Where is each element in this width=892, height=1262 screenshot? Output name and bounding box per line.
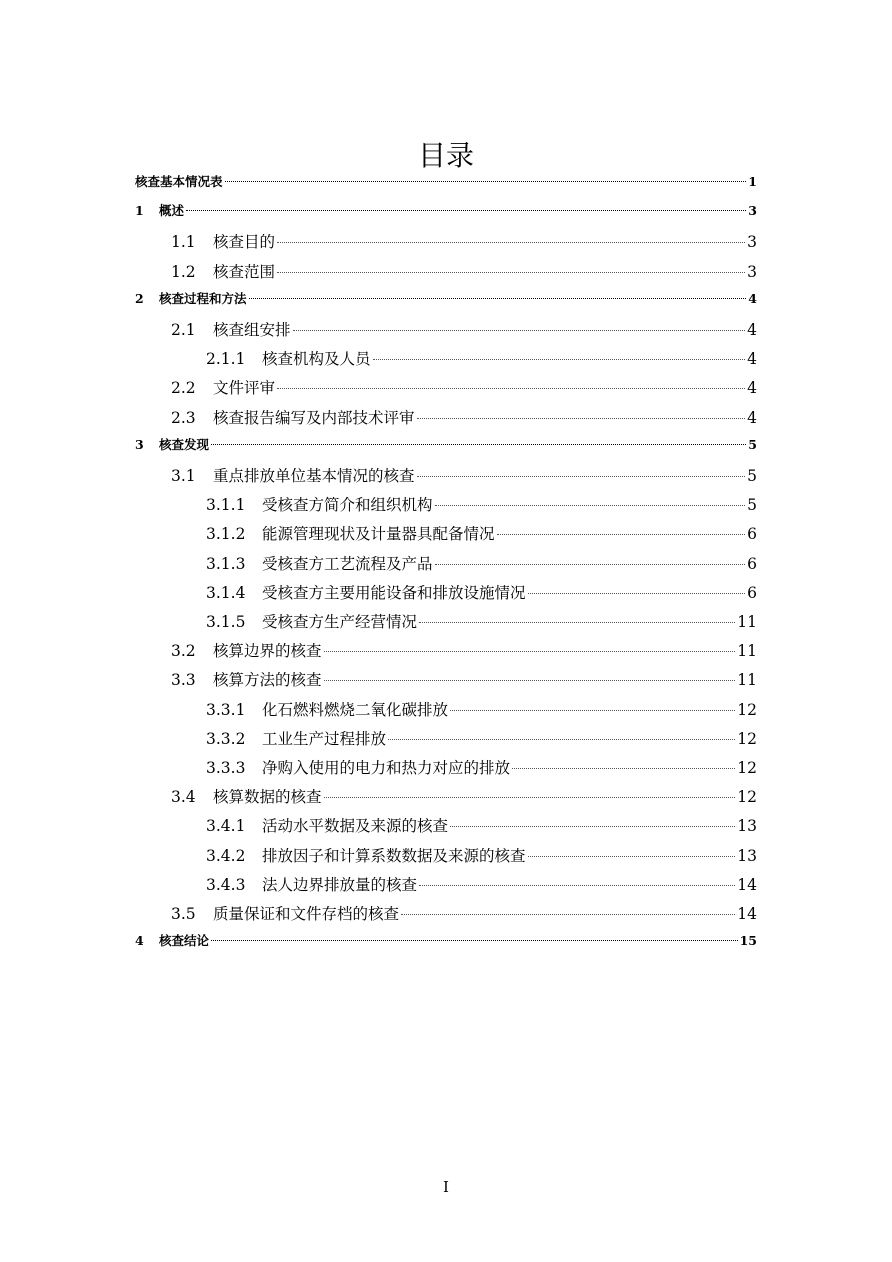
toc-entry-number: 3.1.2 bbox=[206, 525, 246, 544]
toc-entry-page: 13 bbox=[737, 817, 757, 836]
toc-entry-page: 6 bbox=[747, 554, 757, 573]
toc-leader-dots bbox=[373, 359, 746, 360]
toc-entry[interactable] bbox=[206, 347, 757, 369]
toc-entry-number: 3.1.5 bbox=[206, 613, 246, 631]
toc-entry-number: 3.3.1 bbox=[206, 700, 246, 719]
toc-leader-dots bbox=[401, 914, 735, 915]
toc-entry-page: 12 bbox=[737, 700, 757, 719]
toc-entry[interactable] bbox=[171, 464, 757, 486]
toc-entry[interactable] bbox=[206, 756, 757, 778]
toc-entry-number: 3.1.3 bbox=[206, 554, 246, 573]
toc-entry-title: 活动水平数据及来源的核查 bbox=[262, 817, 449, 836]
toc-entry-title: 核查过程和方法 bbox=[159, 290, 247, 306]
toc-entry-title: 核算方法的核查 bbox=[213, 671, 322, 690]
toc-leader-dots bbox=[277, 388, 745, 389]
toc-entry[interactable] bbox=[206, 493, 757, 515]
toc-entry[interactable] bbox=[171, 376, 757, 398]
toc-entry-page: 15 bbox=[739, 933, 757, 949]
toc-entry-number: 1.1 bbox=[171, 233, 196, 252]
toc-entry-page: 4 bbox=[747, 379, 757, 398]
toc-entry[interactable] bbox=[171, 260, 757, 282]
toc-entry-number: 2.3 bbox=[171, 408, 196, 427]
toc-entry-page: 12 bbox=[737, 729, 757, 748]
toc-entry-page: 11 bbox=[737, 642, 757, 661]
toc-leader-dots bbox=[417, 476, 746, 477]
toc-entry-page: 14 bbox=[737, 905, 757, 923]
toc-entry-number: 3.4 bbox=[171, 788, 196, 807]
toc-entry-title: 法人边界排放量的核查 bbox=[262, 875, 418, 894]
toc-entry-page: 14 bbox=[737, 875, 757, 894]
toc-entry-title: 概述 bbox=[159, 203, 185, 219]
toc-entry-page: 6 bbox=[747, 583, 757, 602]
toc-entry-title: 文件评审 bbox=[213, 379, 276, 398]
toc-leader-dots bbox=[249, 298, 747, 299]
toc-entry-title: 净购入使用的电力和热力对应的排放 bbox=[262, 759, 511, 777]
toc-leader-dots bbox=[528, 856, 736, 857]
toc-entry[interactable] bbox=[206, 610, 757, 632]
toc-entry-page: 3 bbox=[748, 203, 757, 219]
toc-entry-title: 重点排放单位基本情况的核查 bbox=[213, 467, 415, 485]
toc-entry-page: 5 bbox=[747, 496, 757, 515]
toc-entry-number: 3.3.3 bbox=[206, 759, 246, 777]
toc-entry-number: 2 bbox=[135, 290, 144, 306]
toc-leader-dots bbox=[211, 940, 738, 941]
toc-entry[interactable] bbox=[206, 522, 757, 544]
toc-entry-number: 4 bbox=[135, 933, 144, 949]
toc-entry-number: 3.4.2 bbox=[206, 846, 246, 865]
toc-entry-title: 核查报告编写及内部技术评审 bbox=[213, 408, 415, 427]
toc-entry[interactable] bbox=[135, 289, 757, 307]
toc-leader-dots bbox=[324, 651, 736, 652]
toc-leader-dots bbox=[435, 564, 746, 565]
page-title: 目录 bbox=[417, 138, 474, 172]
toc-entry[interactable] bbox=[206, 727, 757, 749]
toc-entry-number: 2.2 bbox=[171, 379, 196, 398]
toc-entry[interactable] bbox=[135, 201, 757, 219]
toc-leader-dots bbox=[277, 242, 745, 243]
toc-entry-title: 核查结论 bbox=[159, 933, 210, 949]
toc-leader-dots bbox=[211, 444, 746, 445]
toc-entry-number: 3.1.4 bbox=[206, 583, 246, 602]
toc-leader-dots bbox=[225, 181, 747, 182]
toc-entry-page: 4 bbox=[747, 408, 757, 427]
toc-entry-page: 11 bbox=[737, 671, 757, 690]
toc-entry-page: 12 bbox=[737, 788, 757, 807]
toc-leader-dots bbox=[388, 739, 735, 740]
toc-leader-dots bbox=[419, 885, 735, 886]
toc-entry[interactable] bbox=[206, 698, 757, 720]
toc-entry[interactable] bbox=[206, 873, 757, 895]
toc-entry[interactable] bbox=[171, 639, 757, 661]
page-number: I bbox=[443, 1178, 449, 1196]
toc-entry-number: 3.4.1 bbox=[206, 817, 246, 836]
toc-entry[interactable] bbox=[171, 668, 757, 690]
toc-entry-number: 1.2 bbox=[171, 262, 196, 281]
toc-entry-page: 6 bbox=[747, 525, 757, 544]
toc-entry[interactable] bbox=[135, 435, 757, 453]
toc-leader-dots bbox=[293, 330, 746, 331]
toc-entry-page: 3 bbox=[747, 262, 757, 281]
toc-leader-dots bbox=[324, 680, 736, 681]
toc-leader-dots bbox=[419, 622, 735, 623]
toc-entry-number: 2.1 bbox=[171, 321, 196, 339]
toc-leader-dots bbox=[277, 272, 745, 273]
toc-entry-page: 1 bbox=[748, 174, 757, 189]
toc-entry-number: 3 bbox=[135, 436, 144, 452]
toc-entry-title: 受核查方工艺流程及产品 bbox=[262, 554, 433, 573]
toc-entry-page: 5 bbox=[747, 467, 757, 485]
toc-entry[interactable] bbox=[135, 931, 757, 949]
toc-entry-page: 5 bbox=[748, 436, 757, 452]
toc-leader-dots bbox=[450, 826, 735, 827]
toc-leader-dots bbox=[528, 593, 746, 594]
toc-entry-number: 3.2 bbox=[171, 642, 196, 661]
toc-entry-title: 受核查方简介和组织机构 bbox=[262, 496, 433, 515]
toc-entry-page: 3 bbox=[747, 233, 757, 252]
toc-entry-title: 化石燃料燃烧二氧化碳排放 bbox=[262, 700, 449, 719]
toc-leader-dots bbox=[417, 418, 746, 419]
toc-entry-title: 核算边界的核查 bbox=[213, 642, 322, 661]
toc-leader-dots bbox=[512, 768, 735, 769]
toc-entry-page: 4 bbox=[747, 321, 757, 339]
toc-entry[interactable] bbox=[171, 406, 757, 428]
toc-entry-number: 3.1 bbox=[171, 467, 196, 485]
toc-entry[interactable] bbox=[171, 318, 757, 340]
toc-leader-dots bbox=[324, 797, 736, 798]
toc-entry-number: 3.3 bbox=[171, 671, 196, 690]
toc-entry-title: 工业生产过程排放 bbox=[262, 729, 387, 748]
toc-leader-dots bbox=[450, 710, 735, 711]
toc-entry-page: 13 bbox=[737, 846, 757, 865]
toc-entry-title: 能源管理现状及计量器具配备情况 bbox=[262, 525, 495, 544]
toc-entry-title: 受核查方生产经营情况 bbox=[262, 613, 418, 631]
toc-entry-title: 核查机构及人员 bbox=[262, 350, 371, 369]
toc-entry-title: 受核查方主要用能设备和排放设施情况 bbox=[262, 583, 526, 602]
toc-entry[interactable] bbox=[206, 814, 757, 836]
toc-entry-page: 4 bbox=[748, 290, 757, 306]
toc-entry-title: 核查范围 bbox=[213, 262, 276, 281]
toc-leader-dots bbox=[435, 505, 746, 506]
toc-leader-dots bbox=[186, 210, 746, 211]
toc-leader-dots bbox=[497, 534, 746, 535]
toc-entry-title: 核算数据的核查 bbox=[213, 788, 322, 807]
toc-entry[interactable] bbox=[206, 844, 757, 866]
toc-entry-number: 3.4.3 bbox=[206, 875, 246, 894]
toc-entry-number: 1 bbox=[135, 203, 144, 219]
toc-entry-title: 核查组安排 bbox=[213, 321, 291, 339]
toc-entry-page: 11 bbox=[737, 613, 757, 631]
toc-entry[interactable] bbox=[171, 902, 757, 924]
toc-entry-title: 质量保证和文件存档的核查 bbox=[213, 905, 400, 923]
toc-entry-number: 3.3.2 bbox=[206, 729, 246, 748]
toc-entry-title: 排放因子和计算系数数据及来源的核查 bbox=[262, 846, 526, 865]
toc-entry-number: 3.1.1 bbox=[206, 496, 246, 515]
toc-entry-page: 12 bbox=[737, 759, 757, 777]
toc-entry[interactable] bbox=[206, 552, 757, 574]
toc-entry-page: 4 bbox=[747, 350, 757, 369]
toc-entry-number: 3.5 bbox=[171, 905, 196, 923]
toc-entry-title: 核查目的 bbox=[213, 233, 276, 252]
toc-entry-title: 核查基本情况表 bbox=[135, 174, 223, 189]
toc-entry[interactable] bbox=[171, 785, 757, 807]
toc-entry-title: 核查发现 bbox=[159, 436, 210, 452]
toc-entry[interactable] bbox=[171, 230, 757, 252]
toc-entry[interactable] bbox=[135, 172, 757, 190]
toc-entry[interactable] bbox=[206, 581, 757, 603]
toc-entry-number: 2.1.1 bbox=[206, 350, 246, 369]
